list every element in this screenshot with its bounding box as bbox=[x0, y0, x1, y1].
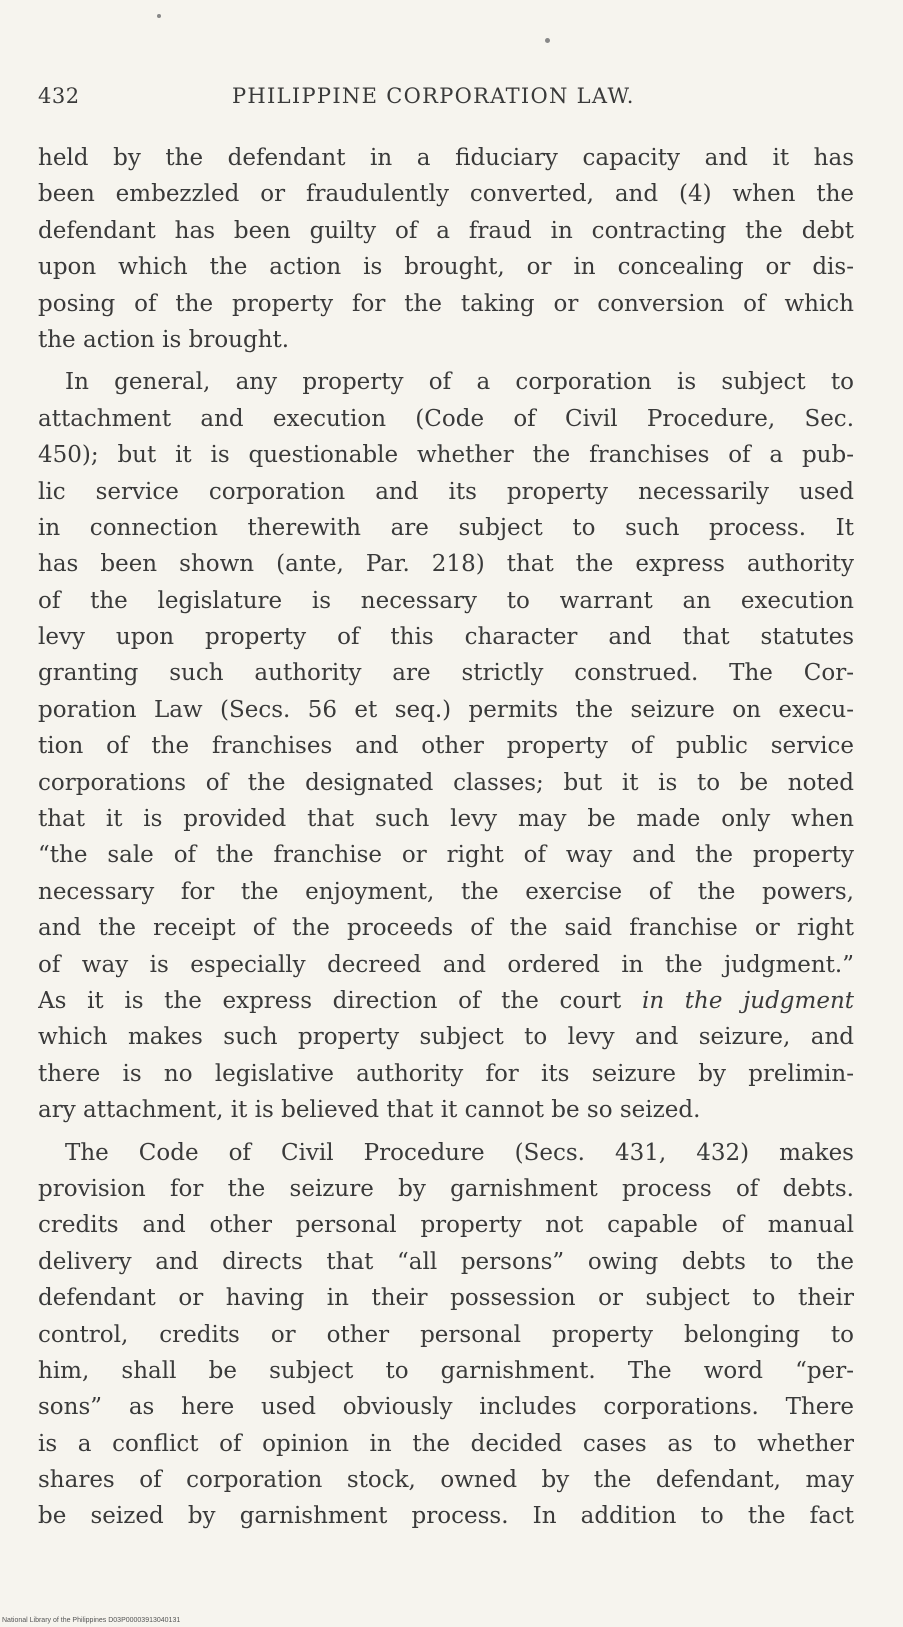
text-line: been embezzled or fraudulently converted, and (4) when the bbox=[38, 181, 854, 208]
scan-speck bbox=[545, 38, 550, 43]
library-stamp: National Library of the Philippines D03P00003913040131 bbox=[2, 1617, 181, 1624]
text-run: As it is the express direction of the court bbox=[38, 987, 642, 1014]
text-line: the action is brought. bbox=[38, 326, 290, 353]
text-line: corporations of the designated classes; but it is to be noted bbox=[38, 769, 854, 796]
text-line: in connection therewith are subject to such process. It bbox=[38, 514, 854, 541]
text-line: In general, any property of a corporation is subject to bbox=[65, 369, 854, 396]
text-line: ary attachment, it is believed that it cannot be so seized. bbox=[38, 1097, 701, 1124]
text-line: levy upon property of this character and that statutes bbox=[38, 624, 854, 651]
text-line: The Code of Civil Procedure (Secs. 431, 432) makes bbox=[65, 1139, 854, 1166]
text-line: posing of the property for the taking or conversion of which bbox=[38, 290, 854, 317]
text-line: credits and other personal property not capable of manual bbox=[38, 1212, 854, 1239]
text-line: granting such authority are strictly construed. The Cor- bbox=[38, 660, 854, 687]
text-line: which makes such property subject to levy and seizure, and bbox=[38, 1024, 854, 1051]
text-line: defendant has been guilty of a fraud in contracting the debt bbox=[38, 217, 854, 244]
text-line: that it is provided that such levy may be made only when bbox=[38, 806, 854, 833]
text-line: is a conflict of opinion in the decided cases as to whether bbox=[38, 1430, 854, 1457]
text-line: and the receipt of the proceeds of the said franchise or right bbox=[38, 915, 854, 942]
text-line: “the sale of the franchise or right of way and the property bbox=[38, 842, 854, 869]
text-line: control, credits or other personal property belonging to bbox=[38, 1321, 854, 1348]
paragraph-1 bbox=[38, 140, 854, 358]
text-line: has been shown (ante, Par. 218) that the express authority bbox=[38, 551, 854, 578]
text-line: provision for the seizure by garnishment process of debts. bbox=[38, 1175, 854, 1202]
page-header bbox=[38, 84, 854, 114]
running-head: PHILIPPINE CORPORATION LAW. bbox=[232, 84, 635, 108]
text-line: delivery and directs that “all persons” owing debts to the bbox=[38, 1248, 854, 1275]
text-line: of the legislature is necessary to warrant an execution bbox=[38, 587, 854, 614]
text-line-with-italic bbox=[38, 983, 854, 1019]
text-line: defendant or having in their possession or subject to their bbox=[38, 1285, 854, 1312]
text-line: be seized by garnishment process. In addition to the fact bbox=[38, 1503, 854, 1530]
page-number: 432 bbox=[38, 84, 80, 108]
text-line: held by the defendant in a fiduciary capacity and it has bbox=[38, 145, 854, 171]
text-line: there is no legislative authority for its seizure by prelimin- bbox=[38, 1060, 854, 1087]
italic-run: in the judgment bbox=[641, 987, 854, 1014]
paragraph-3 bbox=[38, 1135, 854, 1535]
text-line: 450); but it is questionable whether the franchises of a pub- bbox=[38, 442, 854, 469]
text-line: him, shall be subject to garnishment. The word “per- bbox=[38, 1357, 854, 1384]
text-line: sons” as here used obviously includes corporations. There bbox=[38, 1394, 854, 1421]
text-line: tion of the franchises and other property of public service bbox=[38, 733, 854, 760]
text-line: upon which the action is brought, or in concealing or dis- bbox=[38, 254, 854, 281]
scan-speck bbox=[157, 14, 161, 18]
text-line: attachment and execution (Code of Civil Procedure, Sec. bbox=[38, 405, 854, 432]
text-line: shares of corporation stock, owned by the defendant, may bbox=[38, 1467, 854, 1494]
body-text bbox=[38, 140, 854, 1535]
text-line: necessary for the enjoyment, the exercise of the powers, bbox=[38, 878, 854, 905]
text-line: poration Law (Secs. 56 et seq.) permits the seizure on execu- bbox=[38, 696, 854, 723]
text-line: of way is especially decreed and ordered in the judgment.” bbox=[38, 951, 854, 978]
text-line: lic service corporation and its property necessarily used bbox=[38, 478, 854, 505]
paragraph-2 bbox=[38, 364, 854, 1128]
